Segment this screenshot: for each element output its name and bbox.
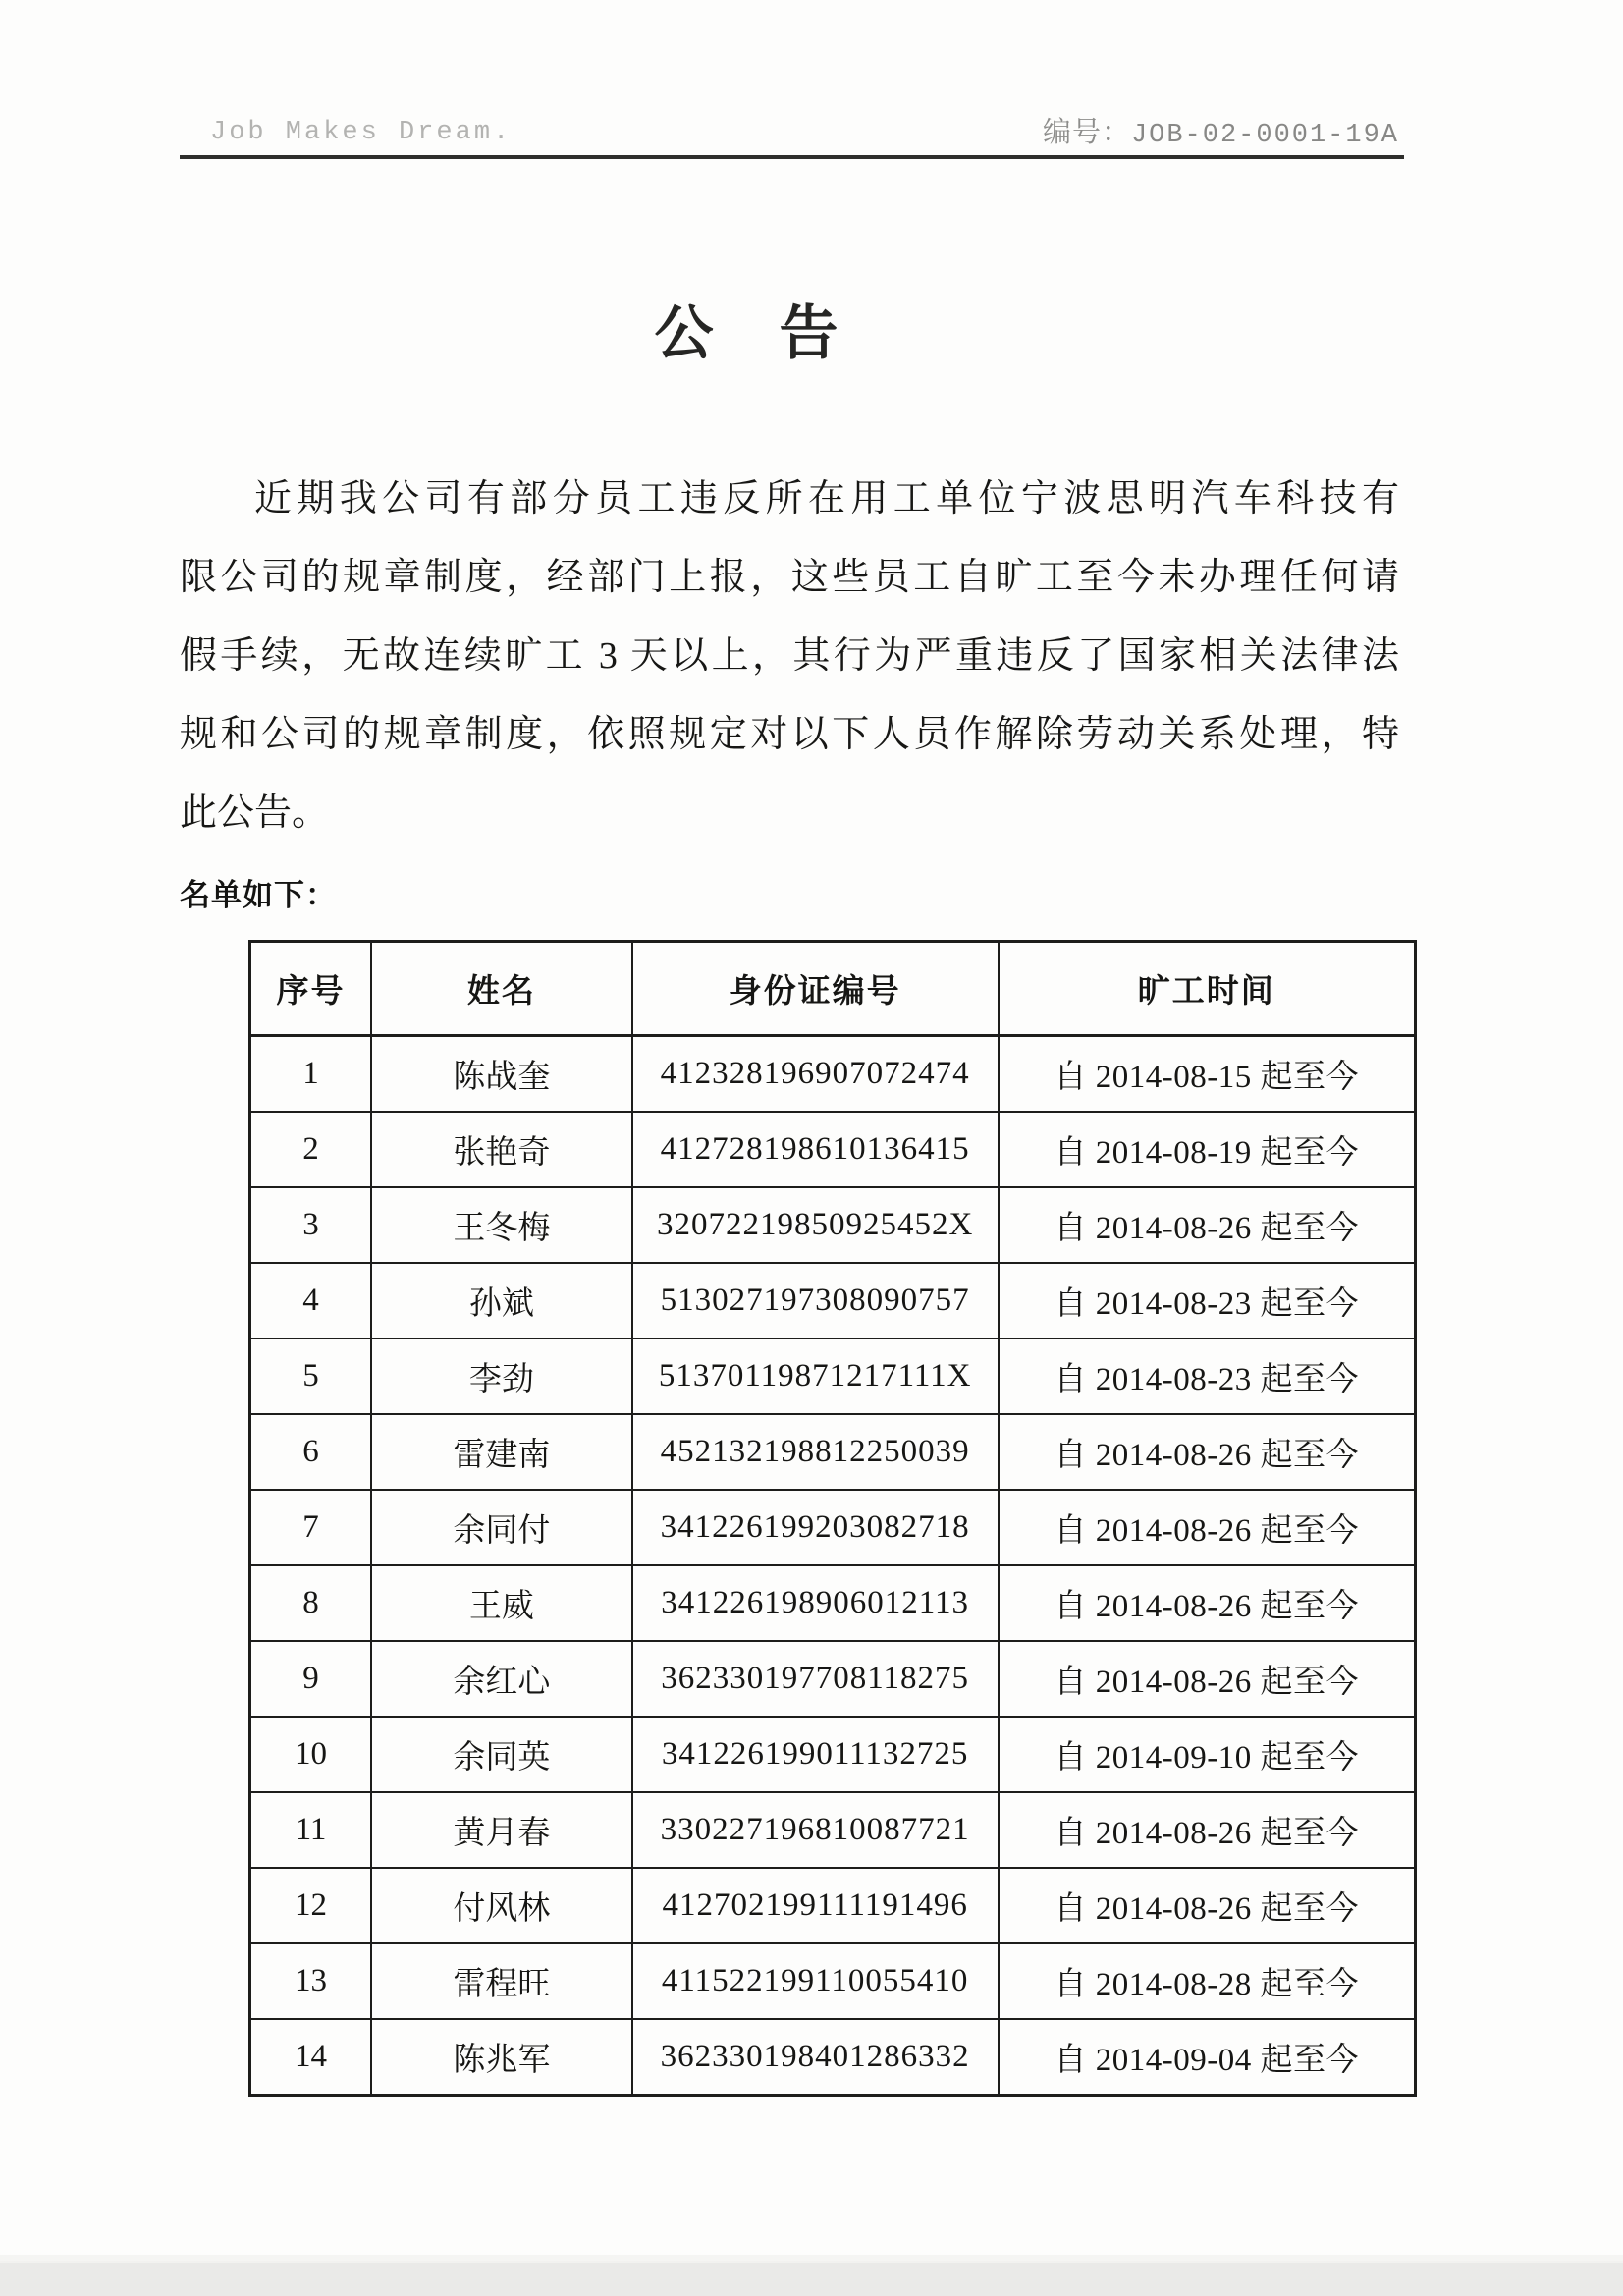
cell-absence-period: 自 2014-09-04 起至今 <box>999 2019 1416 2096</box>
table-row <box>250 1263 1416 1339</box>
header-absence-period: 旷工时间 <box>999 942 1416 1036</box>
cell-id-number: 411522199110055410 <box>632 1943 999 2019</box>
cell-name: 付风林 <box>371 1868 632 1943</box>
cell-index: 1 <box>250 1036 371 1113</box>
cell-name: 张艳奇 <box>371 1112 632 1187</box>
cell-index: 6 <box>250 1414 371 1490</box>
cell-absence-period: 自 2014-08-26 起至今 <box>999 1792 1416 1868</box>
table-row <box>250 1943 1416 2019</box>
cell-name: 雷建南 <box>371 1414 632 1490</box>
table-row <box>250 1036 1416 1113</box>
scan-edge <box>0 2261 1623 2296</box>
cell-id-number: 412328196907072474 <box>632 1036 999 1113</box>
cell-absence-period: 自 2014-08-26 起至今 <box>999 1187 1416 1263</box>
cell-name: 黄月春 <box>371 1792 632 1868</box>
cell-index: 3 <box>250 1187 371 1263</box>
cell-name: 雷程旺 <box>371 1943 632 2019</box>
cell-id-number: 32072219850925452X <box>632 1187 999 1263</box>
table-header-row <box>250 942 1416 1036</box>
cell-absence-period: 自 2014-09-10 起至今 <box>999 1717 1416 1792</box>
cell-absence-period: 自 2014-08-19 起至今 <box>999 1112 1416 1187</box>
cell-id-number: 330227196810087721 <box>632 1792 999 1868</box>
cell-id-number: 452132198812250039 <box>632 1414 999 1490</box>
cell-absence-period: 自 2014-08-26 起至今 <box>999 1641 1416 1717</box>
cell-index: 11 <box>250 1792 371 1868</box>
cell-name: 余同付 <box>371 1490 632 1565</box>
letterhead-divider <box>180 155 1404 159</box>
cell-name: 王威 <box>371 1565 632 1641</box>
dismissal-table <box>248 940 1417 2097</box>
header-name: 姓名 <box>371 942 632 1036</box>
cell-name: 陈兆军 <box>371 2019 632 2096</box>
cell-id-number: 341226199203082718 <box>632 1490 999 1565</box>
header-index: 序号 <box>250 942 371 1036</box>
cell-id-number: 362330198401286332 <box>632 2019 999 2096</box>
letterhead-slogan: Job Makes Dream. <box>210 118 513 147</box>
cell-name: 余同英 <box>371 1717 632 1792</box>
body-line: 假手续，无故连续旷工 3 天以上，其行为严重违反了国家相关法律法 <box>180 635 1399 677</box>
cell-absence-period: 自 2014-08-23 起至今 <box>999 1263 1416 1339</box>
cell-index: 7 <box>250 1490 371 1565</box>
table-row <box>250 1717 1416 1792</box>
cell-id-number: 341226198906012113 <box>632 1565 999 1641</box>
cell-id-number: 513027197308090757 <box>632 1263 999 1339</box>
cell-index: 13 <box>250 1943 371 2019</box>
cell-index: 10 <box>250 1717 371 1792</box>
cell-name: 陈战奎 <box>371 1036 632 1113</box>
table-row <box>250 1187 1416 1263</box>
table-row <box>250 1565 1416 1641</box>
dismissal-table-wrap <box>248 940 1417 2097</box>
table-row <box>250 1792 1416 1868</box>
table-row <box>250 2019 1416 2096</box>
cell-absence-period: 自 2014-08-26 起至今 <box>999 1565 1416 1641</box>
notice-body <box>180 460 1399 852</box>
table-row <box>250 1414 1416 1490</box>
cell-absence-period: 自 2014-08-26 起至今 <box>999 1490 1416 1565</box>
document-number-value: JOB-02-0001-19A <box>1130 121 1399 150</box>
cell-name: 李劲 <box>371 1339 632 1414</box>
cell-id-number: 362330197708118275 <box>632 1641 999 1717</box>
cell-name: 王冬梅 <box>371 1187 632 1263</box>
cell-name: 孙斌 <box>371 1263 632 1339</box>
cell-name: 余红心 <box>371 1641 632 1717</box>
table-row <box>250 1112 1416 1187</box>
cell-index: 12 <box>250 1868 371 1943</box>
cell-index: 2 <box>250 1112 371 1187</box>
header-id-number: 身份证编号 <box>632 942 999 1036</box>
notice-table-body <box>250 1036 1416 2096</box>
page-title: 公 告 <box>654 301 864 366</box>
body-line: 规和公司的规章制度，依照规定对以下人员作解除劳动关系处理，特 <box>180 714 1399 755</box>
document-number <box>1043 110 1399 150</box>
cell-index: 14 <box>250 2019 371 2096</box>
body-line: 限公司的规章制度，经部门上报，这些员工自旷工至今未办理任何请 <box>180 557 1399 598</box>
cell-absence-period: 自 2014-08-26 起至今 <box>999 1868 1416 1943</box>
cell-index: 8 <box>250 1565 371 1641</box>
cell-id-number: 341226199011132725 <box>632 1717 999 1792</box>
table-row <box>250 1490 1416 1565</box>
body-line: 近期我公司有部分员工违反所在用工单位宁波思明汽车科技有 <box>254 478 1399 519</box>
table-row <box>250 1868 1416 1943</box>
cell-index: 4 <box>250 1263 371 1339</box>
cell-absence-period: 自 2014-08-28 起至今 <box>999 1943 1416 2019</box>
cell-absence-period: 自 2014-08-26 起至今 <box>999 1414 1416 1490</box>
table-row <box>250 1641 1416 1717</box>
cell-absence-period: 自 2014-08-15 起至今 <box>999 1036 1416 1113</box>
document-number-label: 编号： <box>1042 117 1131 148</box>
cell-index: 9 <box>250 1641 371 1717</box>
list-label: 名单如下： <box>180 878 337 912</box>
cell-id-number: 412728198610136415 <box>632 1112 999 1187</box>
cell-id-number: 412702199111191496 <box>632 1868 999 1943</box>
body-line: 此公告。 <box>180 793 330 834</box>
cell-index: 5 <box>250 1339 371 1414</box>
table-row <box>250 1339 1416 1414</box>
cell-absence-period: 自 2014-08-23 起至今 <box>999 1339 1416 1414</box>
cell-id-number: 51370119871217111X <box>632 1339 999 1414</box>
